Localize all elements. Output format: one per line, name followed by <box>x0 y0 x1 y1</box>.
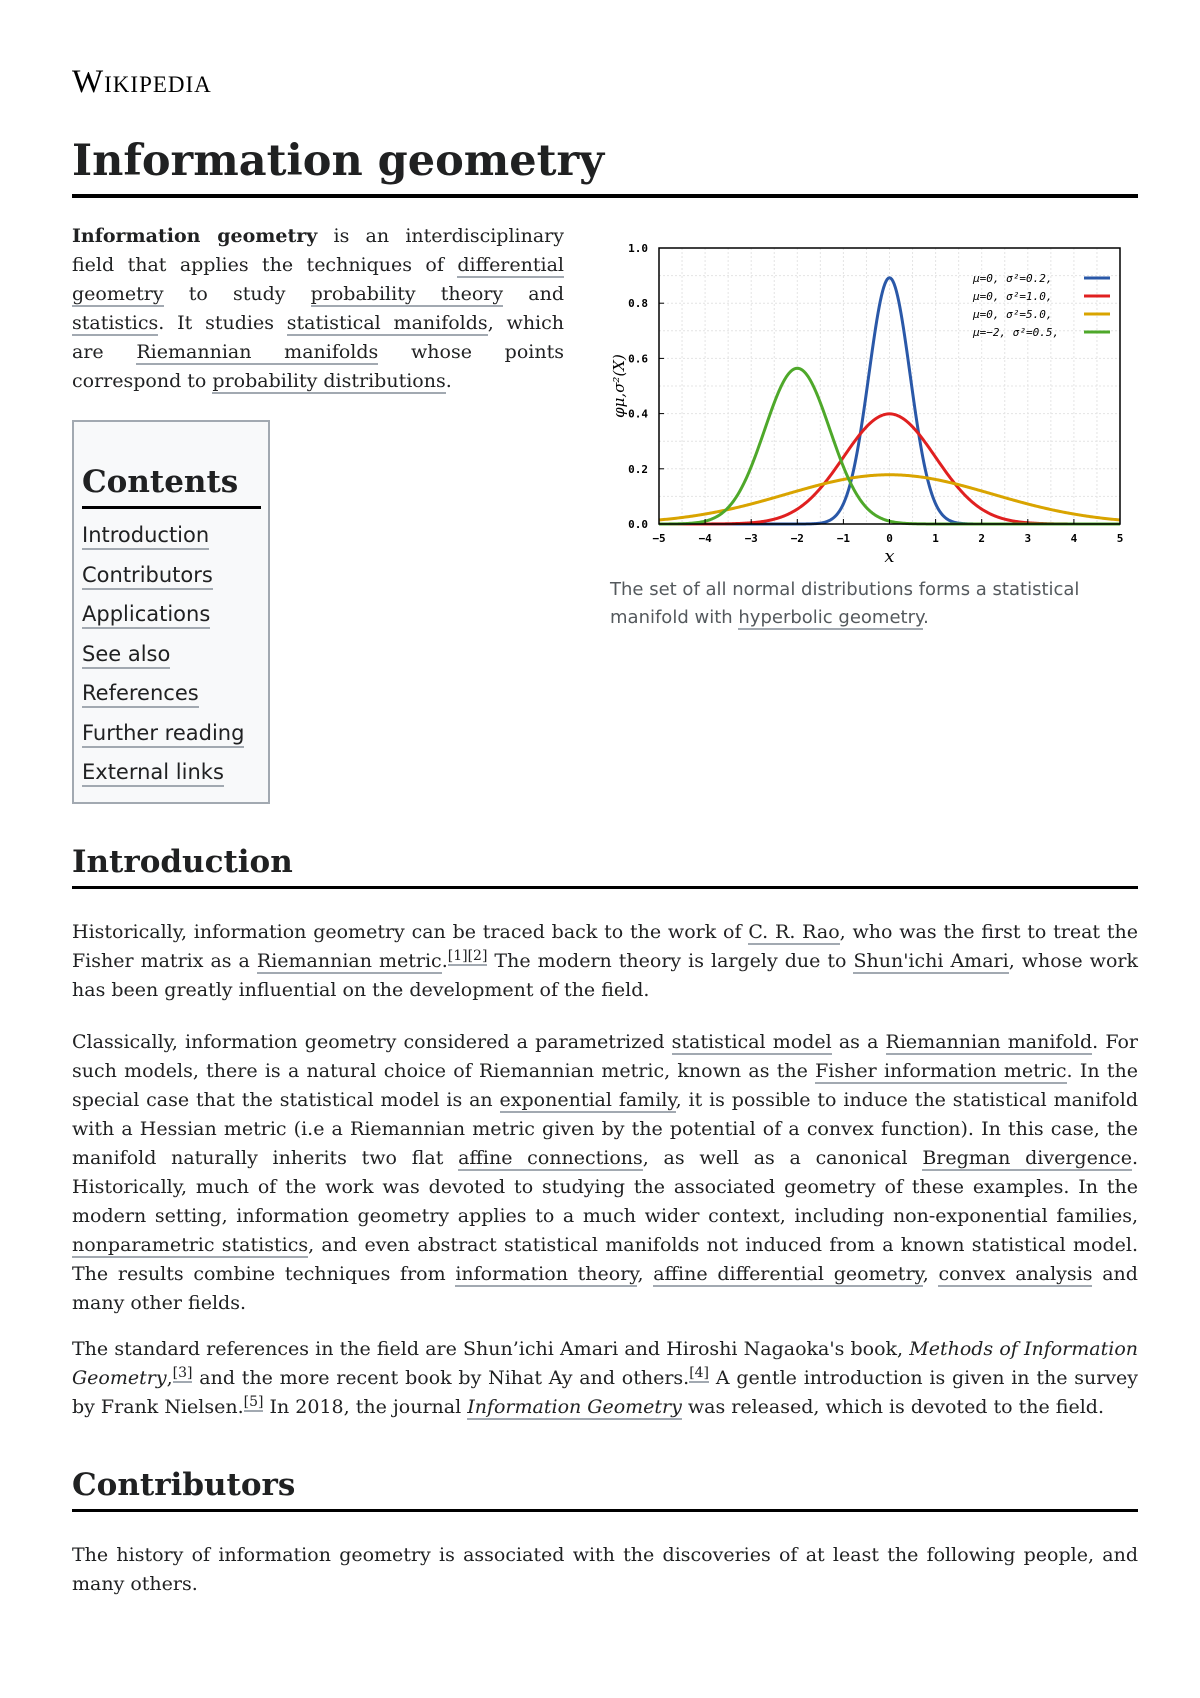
toc-list <box>82 518 261 795</box>
paragraph-text: In 2018, the journal <box>263 1396 468 1418</box>
lead-paragraph <box>72 222 564 396</box>
lead-text: whose points correspond to <box>72 341 564 392</box>
link-hyperbolic-geometry[interactable]: hyperbolic geometry <box>738 607 924 628</box>
paragraph-text: , as well as a canonical <box>642 1147 923 1169</box>
intro-paragraph-2 <box>72 1028 1138 1318</box>
paragraph-text: and the more recent book by Nihat Ay and others. <box>192 1367 690 1389</box>
paragraph-text: and many other fields. <box>72 1263 1138 1314</box>
page-title: Information geometry <box>72 133 1138 198</box>
paragraph-text: , <box>922 1263 939 1285</box>
citation-4[interactable] <box>689 1365 709 1383</box>
toc-title: Contents <box>82 462 261 509</box>
link-information-theory[interactable]: information theory <box>455 1263 638 1285</box>
y-tick-label: 1.0 <box>628 244 648 255</box>
link-bregman-divergence[interactable]: Bregman divergence <box>922 1147 1132 1169</box>
paragraph-text: , it is possible to induce the statistical manifold with a Hessian metric (i.e a Riemannian metric given by the potential of a convex function). In this case, the manifold naturally inherits two flat <box>72 1089 1138 1169</box>
paragraph-text: The standard references in the field are Shun’ichi Amari and Hiroshi Nagaoka's book, <box>72 1338 910 1360</box>
figure-caption <box>610 576 1090 632</box>
lead-text: . <box>445 370 452 392</box>
legend-label: μ=−2, σ²=0.5, <box>973 326 1060 339</box>
citation-label: [1] <box>447 948 468 964</box>
x-tick-label: −3 <box>744 532 758 545</box>
citation-3[interactable] <box>173 1365 193 1383</box>
citation-label: [2] <box>467 948 488 964</box>
lead-text: to study <box>163 283 311 305</box>
x-tick-label: 4 <box>1070 532 1078 545</box>
lead-bold-term: Information geometry <box>72 225 318 247</box>
link-differential-geometry[interactable]: differential geometry <box>72 254 564 305</box>
paragraph-text: as a <box>831 1031 886 1053</box>
link-nonparametric-statistics[interactable]: nonparametric statistics <box>72 1234 309 1256</box>
x-tick-label: −2 <box>790 532 804 545</box>
paragraph-text: A gentle introduction is given in the survey by Frank Nielsen. <box>72 1367 1138 1418</box>
figure-normal-distributions <box>606 244 1126 632</box>
caption-text: The set of all normal distributions forms a statistical manifold with <box>610 579 1080 628</box>
link-fisher-information-metric[interactable]: Fisher information metric <box>815 1060 1067 1082</box>
toc-item-label: Contributors <box>82 563 213 590</box>
x-tick-label: 0 <box>886 532 893 545</box>
x-tick-label: 1 <box>932 532 939 545</box>
toc-item-label: Further reading <box>82 721 244 748</box>
toc-item-contributors[interactable] <box>82 558 261 598</box>
paragraph-text: The modern theory is largely due to <box>487 950 854 972</box>
toc-item-label: References <box>82 681 199 708</box>
link-probability-theory[interactable]: probability theory <box>310 283 504 305</box>
link-exponential-family[interactable]: exponential family <box>499 1089 676 1111</box>
heading-contributors: Contributors <box>72 1465 1138 1512</box>
legend-label: μ=0, σ²=5.0, <box>973 308 1053 321</box>
legend-label: μ=0, σ²=1.0, <box>973 290 1053 303</box>
toc-item-see-also[interactable] <box>82 637 261 677</box>
citation-1[interactable] <box>448 948 468 966</box>
contributors-paragraph: The history of information geometry is associated with the discoveries of at least the following people, and many others. <box>72 1544 1138 1595</box>
caption-text: . <box>923 607 929 628</box>
intro-paragraph-3 <box>72 1335 1138 1422</box>
legend-label: μ=0, σ²=0.2, <box>973 272 1053 285</box>
y-tick-label: 0.8 <box>628 297 648 311</box>
lead-text: and <box>503 283 564 305</box>
toc-item-external-links[interactable] <box>82 755 261 795</box>
link-probability-distributions[interactable]: probability distributions <box>212 370 446 392</box>
link-information-geometry-journal[interactable]: Information Geometry <box>467 1396 682 1418</box>
y-tick-label: 0.2 <box>628 462 648 476</box>
paragraph-text: was released, which is devoted to the field. <box>681 1396 1104 1418</box>
x-tick-label: −1 <box>836 532 851 545</box>
paragraph-text: Historically, information geometry can be traced back to the work of <box>72 921 749 943</box>
x-axis-label: x <box>884 546 895 567</box>
paragraph-text: Classically, information geometry considered a parametrized <box>72 1031 672 1053</box>
citation-label: [4] <box>689 1365 710 1381</box>
y-tick-label: 0.0 <box>628 518 648 531</box>
heading-introduction: Introduction <box>72 842 1138 889</box>
link-c-r-rao[interactable]: C. R. Rao <box>748 921 840 943</box>
y-axis-label: φμ,σ²(X) <box>610 354 628 418</box>
link-convex-analysis[interactable]: convex analysis <box>938 1263 1093 1285</box>
toc-item-introduction[interactable] <box>82 518 261 558</box>
citation-2[interactable] <box>468 948 488 966</box>
x-tick-label: 2 <box>978 532 986 545</box>
toc-item-label: External links <box>82 760 224 787</box>
lead-text: is an interdisciplinary field that applies the techniques of <box>72 225 564 276</box>
x-tick-label: −5 <box>652 532 666 545</box>
paragraph-text: , whose work has been greatly influential on the development of the field. <box>72 950 1138 1001</box>
link-affine-connections[interactable]: affine connections <box>458 1147 643 1169</box>
lead-text: . It studies <box>158 312 287 334</box>
link-riemannian-manifolds[interactable]: Riemannian manifolds <box>136 341 379 363</box>
paragraph-text: . Historically, much of the work was devoted to studying the associated geometry of these examples. In the modern setting, information geometry applies to a much wider context, including non-exponential families, <box>72 1147 1138 1227</box>
lead-text: , which are <box>72 312 565 363</box>
link-riemannian-metric[interactable]: Riemannian metric <box>256 950 442 972</box>
toc-item-references[interactable] <box>82 676 261 716</box>
paragraph-text: . <box>441 950 448 972</box>
citation-label: [5] <box>243 1394 264 1410</box>
toc-item-label: Applications <box>82 602 210 629</box>
toc-item-applications[interactable] <box>82 597 261 637</box>
toc-item-label: See also <box>82 642 170 669</box>
citation-5[interactable] <box>244 1394 264 1412</box>
table-of-contents <box>72 420 270 804</box>
link-statistical-model[interactable]: statistical model <box>671 1031 832 1053</box>
paragraph-text: , <box>166 1367 173 1389</box>
citation-label: [3] <box>172 1365 193 1381</box>
paragraph-text: , <box>637 1263 654 1285</box>
x-tick-label: 5 <box>1116 532 1124 545</box>
link-statistical-manifolds[interactable]: statistical manifolds <box>286 312 488 334</box>
link-affine-differential-geometry[interactable]: affine differential geometry <box>653 1263 923 1285</box>
paragraph-text: , who was the first to treat the Fisher matrix as a <box>72 921 1138 972</box>
paragraph-text: . In the special case that the statistical model is an <box>72 1060 1138 1111</box>
y-tick-label: 0.6 <box>628 352 648 366</box>
paragraph-text: . For such models, there is a natural choice of Riemannian metric, known as the <box>72 1031 1139 1082</box>
normal-distribution-chart <box>606 244 1126 570</box>
intro-paragraph-1 <box>72 918 1138 1005</box>
link-shunichi-amari[interactable]: Shun'ichi Amari <box>853 950 1009 972</box>
link-statistics[interactable]: statistics <box>72 312 159 334</box>
toc-item-label: Introduction <box>82 523 209 550</box>
link-riemannian-manifold[interactable]: Riemannian manifold <box>885 1031 1093 1053</box>
book-title: Methods of Information Geometry <box>72 1338 1138 1389</box>
x-tick-label: −4 <box>698 532 712 545</box>
y-tick-label: 0.4 <box>628 407 648 421</box>
wikipedia-logo[interactable]: Wikipedia <box>72 64 212 100</box>
paragraph-text: , and even abstract statistical manifolds not induced from a known statistical model. The results combine techniques from <box>72 1234 1139 1285</box>
toc-item-further-reading[interactable] <box>82 716 261 756</box>
x-tick-label: 3 <box>1024 532 1032 545</box>
chart-legend <box>972 272 1110 339</box>
